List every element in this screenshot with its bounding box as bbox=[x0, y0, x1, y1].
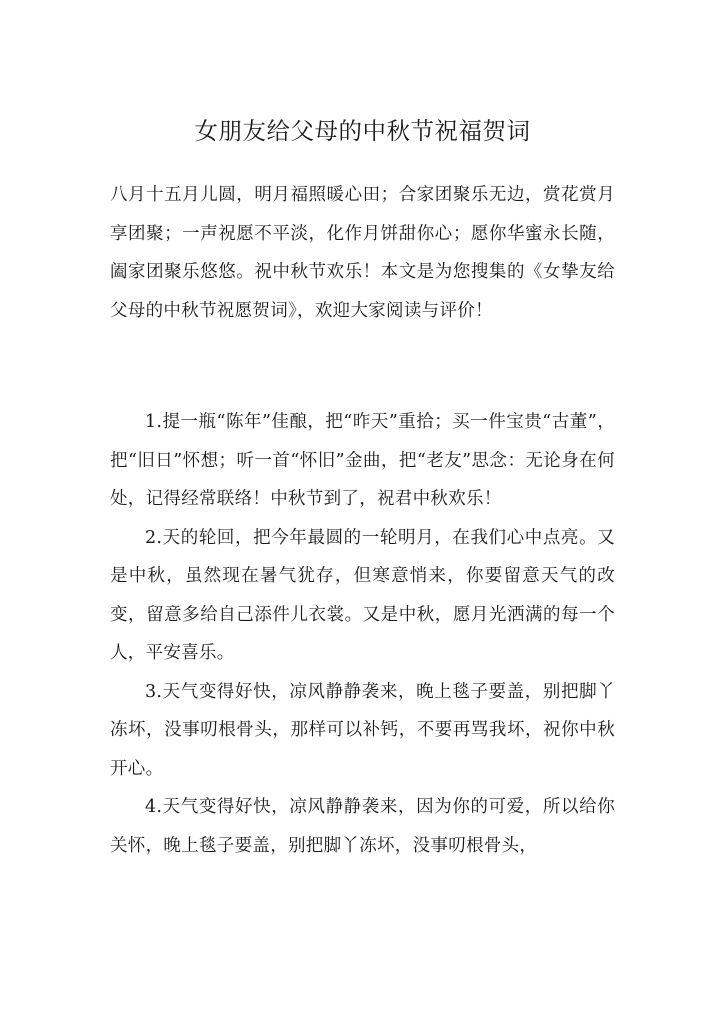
wish-paragraph-3: 3.天气变得好快，凉风静静袭来，晚上毯子要盖，别把脚丫冻坏，没事叨根骨头，那样可以补钙，不要再骂我坏，祝你中秋开心。 bbox=[110, 681, 615, 779]
wish-paragraph-1: 1.提一瓶“陈年”佳酿，把“昨天”重拾；买一件宝贵“古董”，把“旧日”怀想；听一首“怀旧”金曲，把“老友”思念：无论身在何处，记得经常联络！中秋节到了，祝君中秋欢乐！ bbox=[110, 412, 615, 509]
section-gap bbox=[110, 330, 615, 403]
document-title: 女朋友给父母的中秋节祝福贺词 bbox=[194, 117, 531, 145]
wish-paragraph-2: 2.天的轮回，把今年最圆的一轮明月，在我们心中点亮。又是中秋，虽然现在暑气犹存，但寒意悄来，你要留意天气的改变，留意多给自己添件儿衣裳。又是中秋，愿月光洒满的每一个人，平安喜乐。 bbox=[110, 527, 615, 663]
intro-paragraph: 八月十五月儿圆，明月福照暖心田；合家团聚乐无边，赏花赏月享团聚；一声祝愿不平淡，化作月饼甜你心；愿你华蜜永长随，阖家团聚乐悠悠。祝中秋节欢乐！本文是为您搜集的《女挚友给父母的中秋节祝愿贺词》，欢迎大家阅读与评价！ bbox=[110, 185, 615, 321]
document-page bbox=[110, 0, 615, 865]
wish-paragraph-4: 4.天气变得好快，凉风静静袭来，因为你的可爱，所以给你关怀，晚上毯子要盖，别把脚丫冻坏，没事叨根骨头， bbox=[110, 797, 615, 856]
